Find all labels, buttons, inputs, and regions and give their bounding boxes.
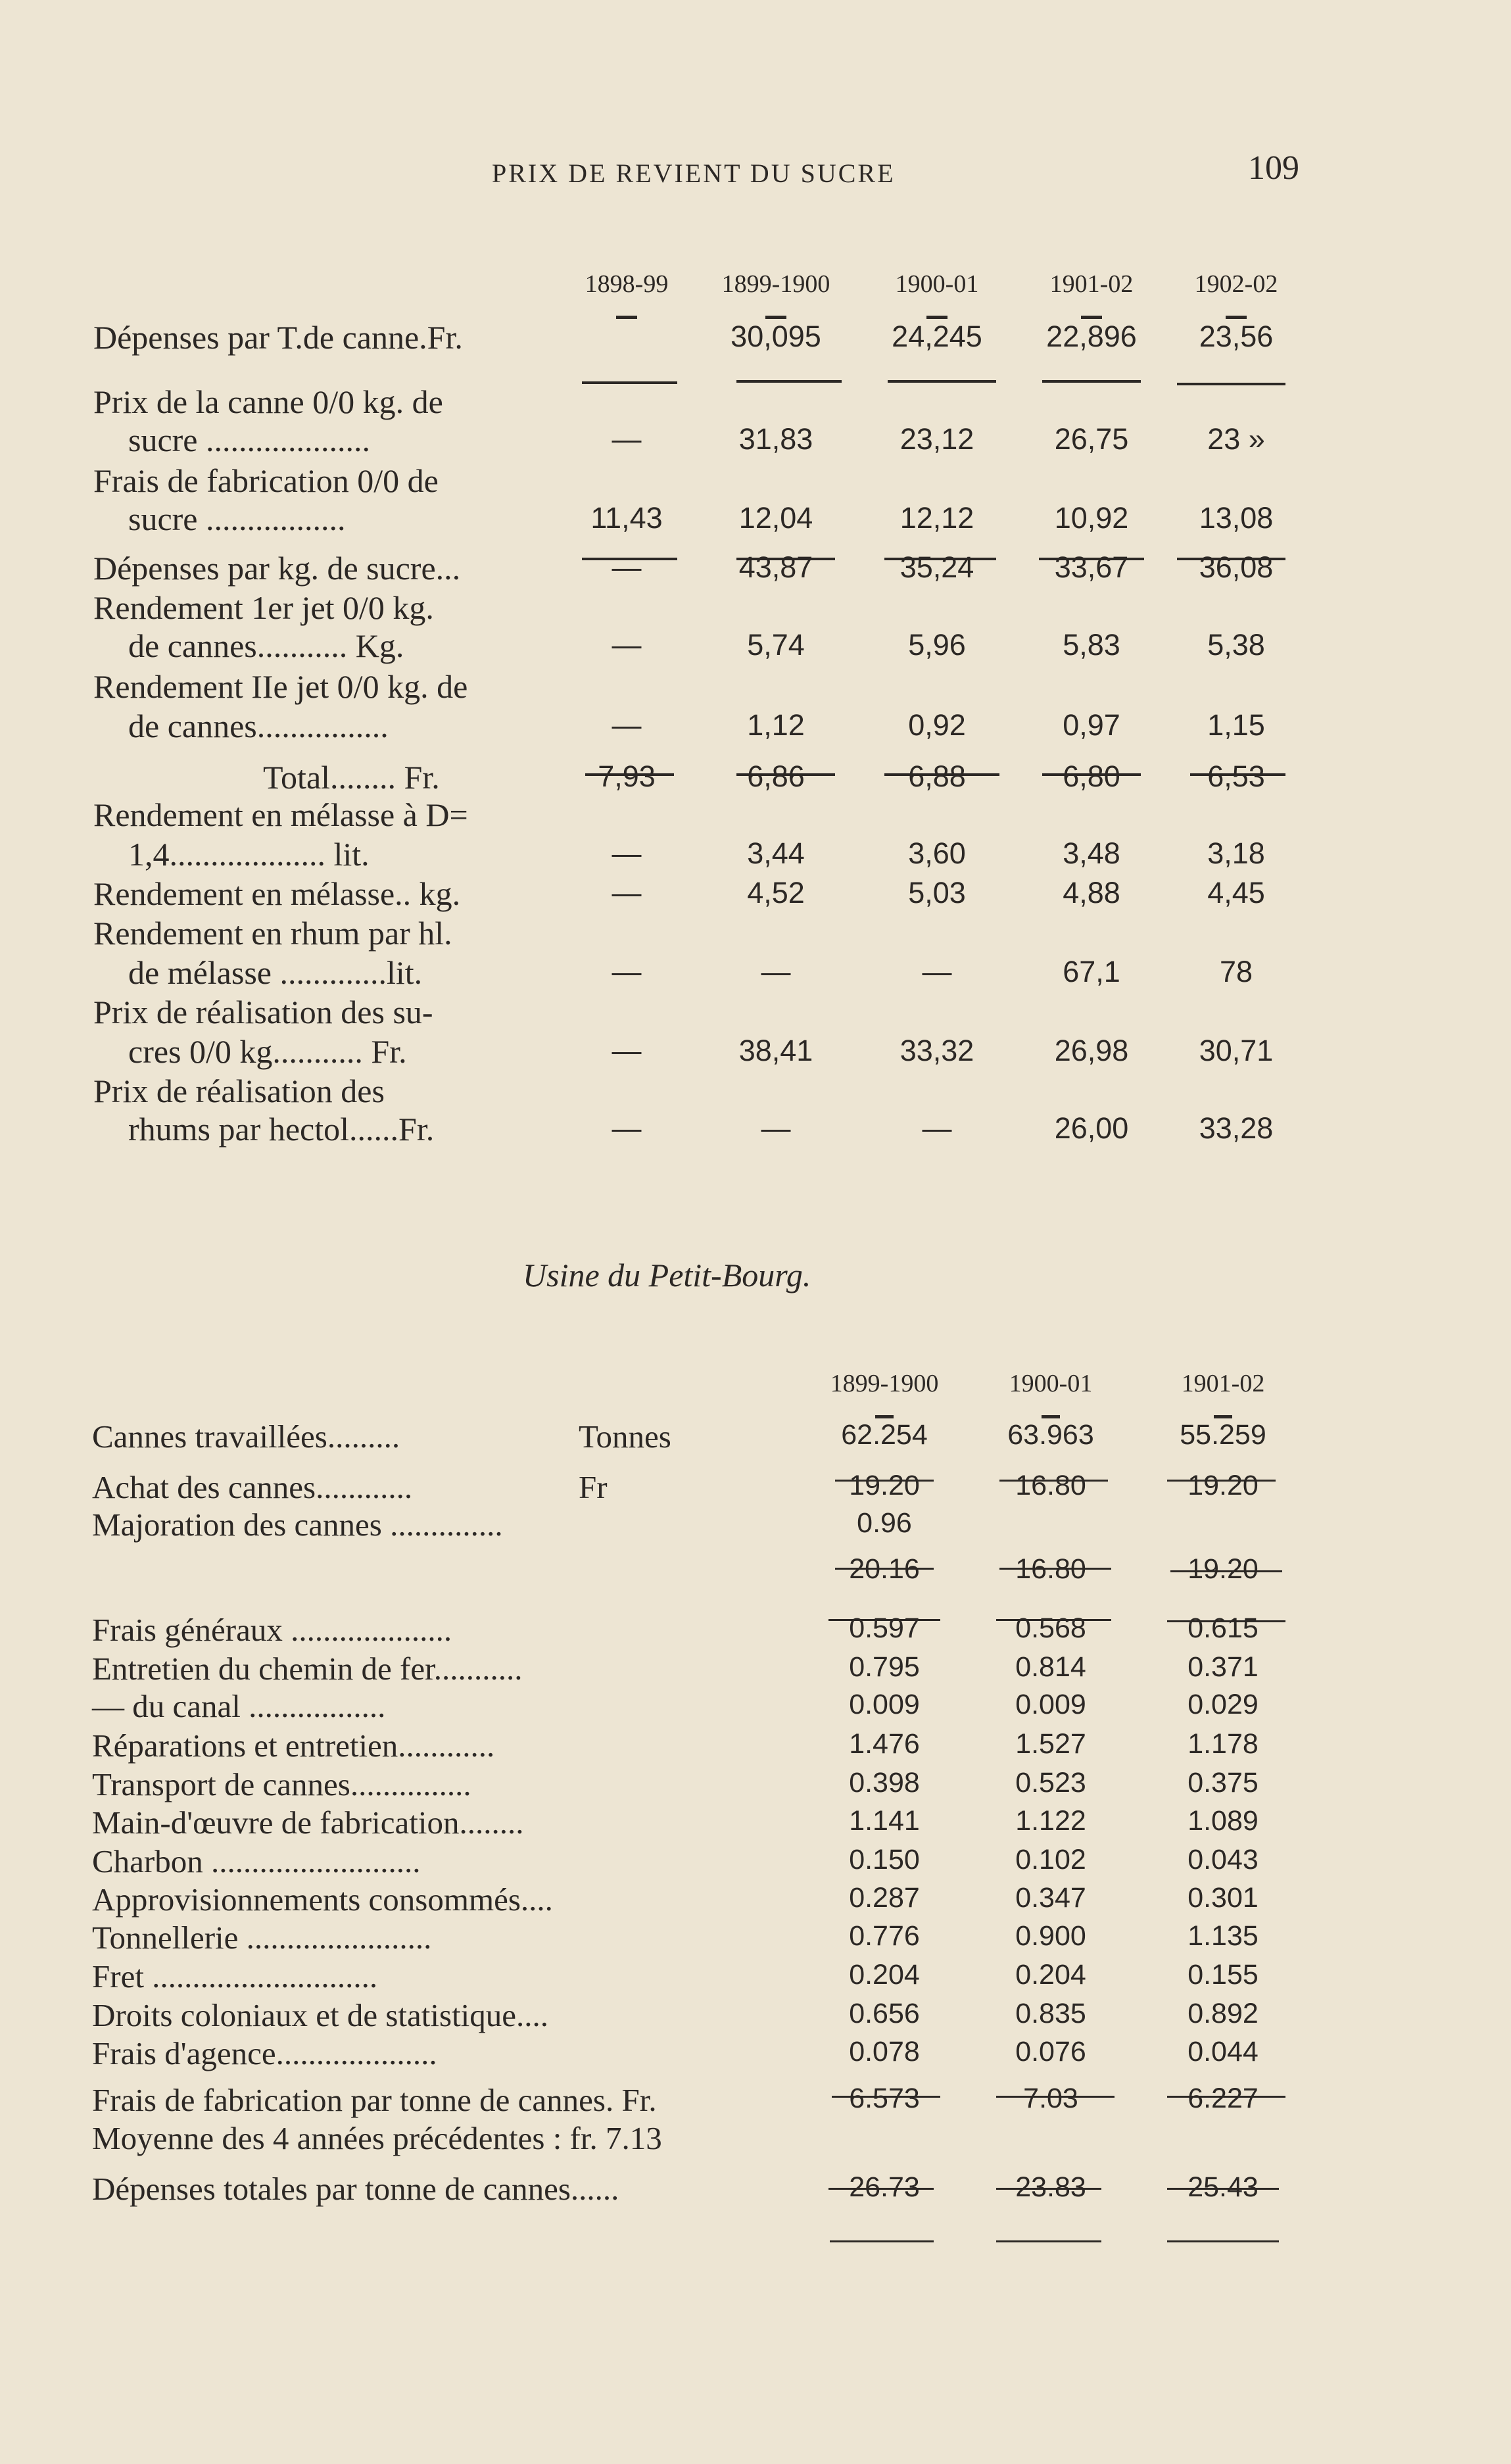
cell-value: — <box>612 550 642 584</box>
cell-value: 24,245 <box>892 320 982 353</box>
cell-value: — <box>612 1034 642 1067</box>
rule-line <box>1081 316 1102 319</box>
cell-value: 38,41 <box>738 1034 813 1067</box>
cell-value: — <box>922 1111 952 1145</box>
cell-value: 1.122 <box>1015 1805 1086 1837</box>
rule-line <box>582 381 677 384</box>
cell-value: 16.80 <box>1015 1470 1086 1501</box>
row-label: — du canal ................. <box>92 1688 386 1724</box>
rule-line <box>1167 2240 1279 2242</box>
running-title: PRIX DE REVIENT DU SUCRE <box>492 158 896 188</box>
cell-value: 67,1 <box>1063 955 1120 988</box>
row-label: Dépenses par T.de canne.Fr. <box>93 319 463 356</box>
cell-value: 12,04 <box>738 501 813 535</box>
rule-line <box>884 558 996 560</box>
cell-value: 10,92 <box>1054 501 1129 535</box>
column-header: 1900-01 <box>1009 1370 1093 1397</box>
rule-line <box>1167 1620 1285 1622</box>
cell-value: 7.03 <box>1023 2083 1078 2114</box>
cell-value: 0.523 <box>1015 1767 1086 1799</box>
cell-value: — <box>922 955 952 988</box>
cell-value: 0.204 <box>1015 1959 1086 1991</box>
cell-value: — <box>612 876 642 909</box>
rule-line <box>736 558 835 560</box>
rule-line <box>996 1619 1111 1621</box>
column-header: 1898-99 <box>585 270 669 298</box>
row-label: Prix de réalisation des su- <box>93 994 433 1030</box>
rule-line <box>1042 380 1141 383</box>
rule-line <box>616 316 637 319</box>
cell-value: 0.892 <box>1187 1998 1259 2029</box>
cell-value: 0.398 <box>849 1767 920 1799</box>
row-label: Rendement 1er jet 0/0 kg. <box>93 589 434 626</box>
cell-value: 33,67 <box>1054 550 1129 584</box>
rule-line <box>875 1415 894 1418</box>
row-label: sucre .................... <box>128 422 370 458</box>
cell-value: 1.089 <box>1187 1805 1259 1837</box>
row-label: Dépenses par kg. de sucre... <box>93 550 461 587</box>
cell-value: 1.141 <box>849 1805 920 1837</box>
cell-value: 6.573 <box>849 2083 920 2114</box>
cell-value: 33,28 <box>1199 1111 1274 1145</box>
row-label: Rendement IIe jet 0/0 kg. de <box>93 668 468 705</box>
cell-value: 3,60 <box>908 836 966 870</box>
cell-value: 5,38 <box>1207 628 1265 662</box>
row-label: 1,4................... lit. <box>128 836 370 873</box>
cell-value: 1.527 <box>1015 1728 1086 1760</box>
column-header: 1899-1900 <box>721 270 830 298</box>
rule-line <box>996 2240 1101 2242</box>
cell-value: 30,095 <box>731 320 821 353</box>
rule-line <box>828 1619 940 1621</box>
cell-value: 0.155 <box>1187 1959 1259 1991</box>
cell-value: 16.80 <box>1015 1553 1086 1585</box>
column-header: 1902-02 <box>1194 270 1278 298</box>
cell-value: 12,12 <box>899 501 974 535</box>
cell-value: 1,12 <box>747 708 805 742</box>
cell-value: 55.259 <box>1180 1419 1266 1451</box>
cell-value: 6,80 <box>1063 760 1120 793</box>
row-label: Tonnellerie ....................... <box>92 1920 432 1956</box>
cell-value: 26,98 <box>1054 1034 1129 1067</box>
row-label: Dépenses totales par tonne de cannes...... <box>92 2171 619 2207</box>
cell-value: 31,83 <box>738 422 813 456</box>
cell-value: 0.656 <box>849 1998 920 2029</box>
rule-line <box>996 2188 1101 2190</box>
rule-line <box>999 1568 1111 1570</box>
row-label: Majoration des cannes .............. <box>92 1507 503 1543</box>
row-label: Entretien du chemin de fer........... <box>92 1651 523 1687</box>
rule-line <box>585 773 674 776</box>
cell-value: 26,00 <box>1054 1111 1129 1145</box>
cell-value: 0,92 <box>908 708 966 742</box>
rule-line <box>1190 773 1285 776</box>
cell-value: 0.568 <box>1015 1612 1086 1644</box>
row-label: Rendement en mélasse à D= <box>93 796 468 833</box>
cell-value: — <box>612 955 642 988</box>
rule-line <box>888 380 996 383</box>
row-label: Droits coloniaux et de statistique.... <box>92 1997 549 2033</box>
row-unit: Tonnes <box>579 1418 671 1455</box>
cell-value: — <box>761 1111 791 1145</box>
cell-value: 1.178 <box>1187 1728 1259 1760</box>
cell-value: 1.135 <box>1187 1920 1259 1952</box>
cell-value: 0.009 <box>849 1689 920 1720</box>
column-header: 1901-02 <box>1049 270 1134 298</box>
cell-value: 0.347 <box>1015 1882 1086 1914</box>
rule-line <box>996 2096 1115 2098</box>
cell-value: 6,88 <box>908 760 966 793</box>
cell-value: 3,48 <box>1063 836 1120 870</box>
cell-value: 0.009 <box>1015 1689 1086 1720</box>
cell-value: 23.83 <box>1015 2171 1086 2203</box>
rule-line <box>835 1480 934 1482</box>
row-label: Fret ............................ <box>92 1958 378 1994</box>
cell-value: — <box>761 955 791 988</box>
cell-value: — <box>612 422 642 456</box>
rule-line <box>830 2240 934 2242</box>
cell-value: 0.102 <box>1015 1844 1086 1875</box>
row-label: Frais de fabrication 0/0 de <box>93 462 439 499</box>
rule-line <box>999 1480 1108 1482</box>
cell-value: 4,45 <box>1207 876 1265 909</box>
cell-value: 25.43 <box>1187 2171 1259 2203</box>
cell-value: 0.078 <box>849 2036 920 2067</box>
cell-value: 0.776 <box>849 1920 920 1952</box>
row-label: cres 0/0 kg........... Fr. <box>128 1033 407 1070</box>
cell-value: 0.150 <box>849 1844 920 1875</box>
row-label: Cannes travaillées......... <box>92 1418 400 1455</box>
row-unit: Fr <box>579 1469 608 1505</box>
cell-value: 0.814 <box>1015 1651 1086 1683</box>
cell-value: 23,12 <box>899 422 974 456</box>
rule-line <box>736 380 842 383</box>
cell-value: 6,86 <box>747 760 805 793</box>
row-label: Réparations et entretien............ <box>92 1727 495 1764</box>
rule-line <box>1177 558 1285 560</box>
cell-value: 0.900 <box>1015 1920 1086 1952</box>
rule-line <box>1167 2188 1279 2190</box>
cell-value: 0.375 <box>1187 1767 1259 1799</box>
cell-value: 1,15 <box>1207 708 1265 742</box>
cell-value: 63.963 <box>1007 1419 1094 1451</box>
cell-value: 0.96 <box>857 1507 912 1539</box>
cell-value: 0.301 <box>1187 1882 1259 1914</box>
cell-value: — <box>612 708 642 742</box>
rule-line <box>828 2188 934 2190</box>
cell-value: 0.597 <box>849 1612 920 1644</box>
cell-value: 5,96 <box>908 628 966 662</box>
rule-line <box>765 316 786 319</box>
cell-value: — <box>612 836 642 870</box>
cell-value: 78 <box>1219 955 1253 988</box>
cell-value: 19.20 <box>849 1470 920 1501</box>
row-label: Transport de cannes............... <box>92 1766 471 1802</box>
cell-value: 5,74 <box>747 628 805 662</box>
rule-line <box>926 316 947 319</box>
cell-value: 4,88 <box>1063 876 1120 909</box>
row-label: de mélasse .............lit. <box>128 954 423 991</box>
row-label: Charbon .......................... <box>92 1843 421 1879</box>
cell-value: 19.20 <box>1187 1553 1259 1585</box>
rule-line <box>884 773 999 776</box>
row-label: Prix de réalisation des <box>93 1073 385 1109</box>
cell-value: 0.043 <box>1187 1844 1259 1875</box>
rule-line <box>1226 316 1247 319</box>
rule-line <box>1214 1415 1232 1418</box>
row-label: Moyenne des 4 années précédentes : fr. 7.13 <box>92 2120 662 2156</box>
cell-value: 3,44 <box>747 836 805 870</box>
cell-value: 0.795 <box>849 1651 920 1683</box>
rule-line <box>1039 558 1144 560</box>
cell-value: 0.044 <box>1187 2036 1259 2067</box>
rule-line <box>835 1568 934 1570</box>
cell-value: 13,08 <box>1199 501 1274 535</box>
cell-value: 3,18 <box>1207 836 1265 870</box>
cell-value: 4,52 <box>747 876 805 909</box>
cell-value: 36,08 <box>1199 550 1274 584</box>
row-label: Rendement en mélasse.. kg. <box>93 875 461 912</box>
cell-value: 11,43 <box>590 501 663 535</box>
row-label: Frais d'agence.................... <box>92 2035 437 2071</box>
row-label: Achat des cannes............ <box>92 1469 413 1505</box>
rule-line <box>736 773 835 776</box>
row-label: de cannes........... Kg. <box>128 627 404 664</box>
section-title: Usine du Petit-Bourg. <box>523 1257 811 1293</box>
rule-line <box>1042 773 1141 776</box>
page-number: 109 <box>1248 149 1299 187</box>
row-label: Frais de fabrication par tonne de cannes. Fr. <box>92 2082 657 2118</box>
cell-value: 0.287 <box>849 1882 920 1914</box>
cell-value: 62.254 <box>841 1419 928 1451</box>
cell-value: — <box>612 628 642 662</box>
rule-line <box>1170 1570 1282 1572</box>
cell-value: 0.615 <box>1187 1612 1259 1644</box>
cell-value: 26.73 <box>849 2171 920 2203</box>
cell-value: 33,32 <box>899 1034 974 1067</box>
cell-value: 5,83 <box>1063 628 1120 662</box>
row-label: Total........ Fr. <box>263 759 440 796</box>
cell-value: 22,896 <box>1046 320 1137 353</box>
rule-line <box>832 2096 940 2098</box>
cell-value: 0.076 <box>1015 2036 1086 2067</box>
column-header: 1901-02 <box>1181 1370 1265 1397</box>
rule-line <box>1167 1480 1276 1482</box>
row-label: rhums par hectol......Fr. <box>128 1111 435 1147</box>
cell-value: 19.20 <box>1187 1470 1259 1501</box>
cell-value: 7,93 <box>598 760 656 793</box>
cell-value: 0,97 <box>1063 708 1120 742</box>
cell-value: 23,56 <box>1199 320 1274 353</box>
rule-line <box>1167 2096 1285 2098</box>
cell-value: 35,24 <box>899 550 974 584</box>
cell-value: 23 » <box>1207 422 1265 456</box>
row-label: sucre ................. <box>128 500 346 537</box>
cell-value: 0.204 <box>849 1959 920 1991</box>
rule-line <box>1042 1415 1060 1418</box>
cell-value: 0.029 <box>1187 1689 1259 1720</box>
cell-value: 43,87 <box>738 550 813 584</box>
row-label: Rendement en rhum par hl. <box>93 915 452 952</box>
cell-value: 26,75 <box>1054 422 1129 456</box>
cell-value: 1.476 <box>849 1728 920 1760</box>
cell-value: 20.16 <box>849 1553 920 1585</box>
row-label: de cannes................ <box>128 708 389 744</box>
cell-value: 0.835 <box>1015 1998 1086 2029</box>
row-label: Frais généraux .................... <box>92 1612 452 1648</box>
rule-line <box>582 558 677 560</box>
cell-value: — <box>612 1111 642 1145</box>
cell-value: 6,53 <box>1207 760 1265 793</box>
cell-value: 5,03 <box>908 876 966 909</box>
row-label: Prix de la canne 0/0 kg. de <box>93 383 443 420</box>
row-label: Approvisionnements consommés.... <box>92 1881 553 1918</box>
column-header: 1900-01 <box>895 270 979 298</box>
rule-line <box>1177 383 1285 385</box>
column-header: 1899-1900 <box>830 1370 939 1397</box>
cell-value: 6.227 <box>1187 2083 1259 2114</box>
cell-value: 0.371 <box>1187 1651 1259 1683</box>
cell-value: 30,71 <box>1199 1034 1274 1067</box>
row-label: Main-d'œuvre de fabrication........ <box>92 1804 524 1841</box>
